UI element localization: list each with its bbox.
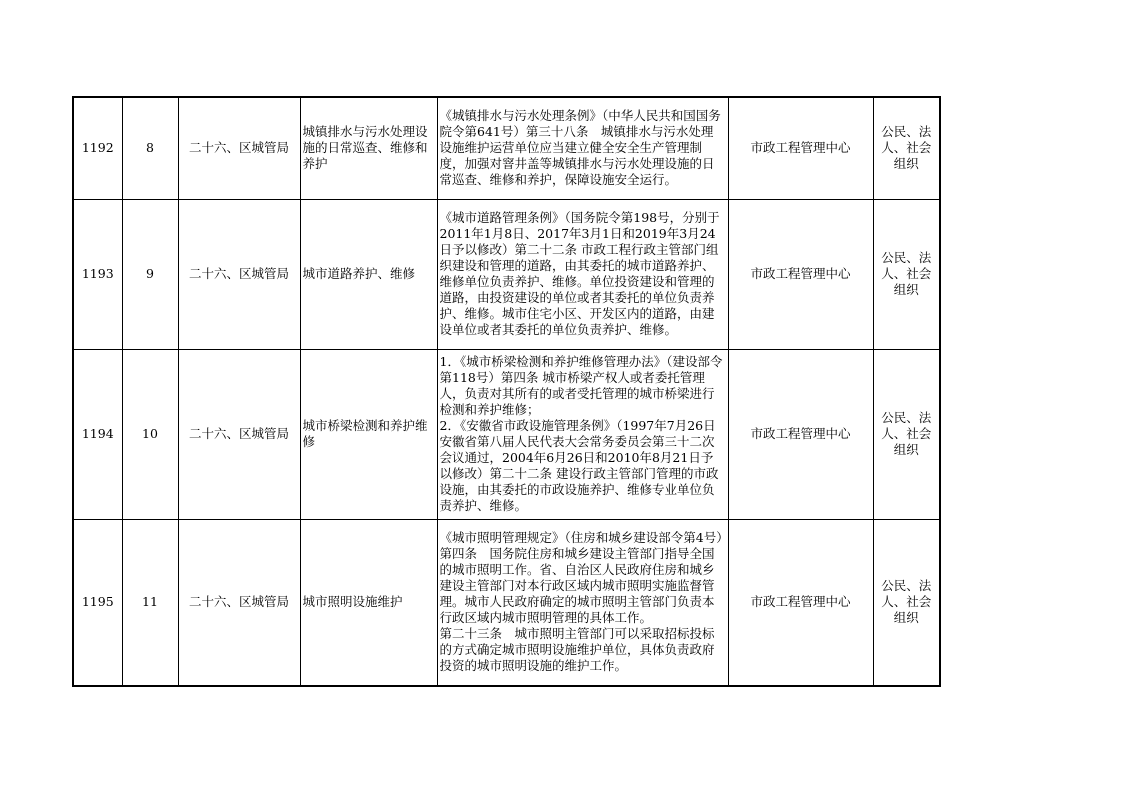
row-department-cell: 二十六、区城管局 [178,199,300,349]
legal-basis-paragraph: 《城市道路管理条例》（国务院令第198号，分别于2011年1月8日、2017年3月1日和2019年3月24日予以修改）第二十二条 市政工程行政主管部门组织建设和管理的道路，由其委托的城市道路养护、维修单位负责养护、维修。单位投资建设和管理的道路，由投资建设的单位或者其委托的单位负责养护、维修。城市住宅小区、开发区内的道路，由建设单位或者其委托的单位负责养护、维修。 [439,210,720,337]
row-department-cell: 二十六、区城管局 [178,349,300,519]
table-row [73,199,940,349]
row-seq-cell: 8 [122,97,178,199]
row-id-cell: 1194 [73,349,122,519]
row-legal-basis-cell [437,349,728,519]
table-row [73,97,940,199]
row-implementing-unit-cell: 市政工程管理中心 [728,199,873,349]
row-implementing-unit-cell: 市政工程管理中心 [728,97,873,199]
row-seq-cell: 11 [122,519,178,686]
row-item-name-cell: 城市道路养护、维修 [300,199,437,349]
row-implementing-unit-cell: 市政工程管理中心 [728,349,873,519]
admin-items-table [72,96,941,687]
table-body [73,97,940,686]
row-department-cell: 二十六、区城管局 [178,97,300,199]
row-seq-cell: 9 [122,199,178,349]
row-service-target-cell: 公民、法人、社会组织 [873,349,940,519]
row-id-cell: 1195 [73,519,122,686]
row-legal-basis-cell [437,97,728,199]
row-department-cell: 二十六、区城管局 [178,519,300,686]
row-item-name-cell: 城市桥梁检测和养护维修 [300,349,437,519]
row-service-target-cell: 公民、法人、社会组织 [873,199,940,349]
row-implementing-unit-cell: 市政工程管理中心 [728,519,873,686]
row-item-name-cell: 城镇排水与污水处理设施的日常巡查、维修和养护 [300,97,437,199]
row-service-target-cell: 公民、法人、社会组织 [873,519,940,686]
table-row [73,519,940,686]
row-service-target-cell: 公民、法人、社会组织 [873,97,940,199]
legal-basis-paragraph: 2．《安徽省市政设施管理条例》（1997年7月26日安徽省第八届人民代表大会常务委员会第三十二次会议通过，2004年6月26日和2010年8月21日予以修改）第二十二条 建设行政主管部门管理的市政设施，由其委托的市政设施养护、维修专业单位负责养护、维修。 [439,418,719,513]
legal-basis-paragraph: 1．《城市桥梁检测和养护维修管理办法》（建设部令第118号）第四条 城市桥梁产权人或者委托管理人，负责对其所有的或者受托管理的城市桥梁进行检测和养护维修； [439,354,723,417]
legal-basis-paragraph: 《城镇排水与污水处理条例》（中华人民共和国国务院令第641号）第三十八条 城镇排水与污水处理设施维护运营单位应当建立健全安全生产管理制度，加强对窨井盖等城镇排水与污水处理设施的日常巡查、维修和养护，保障设施安全运行。 [439,108,721,188]
table-row [73,349,940,519]
row-id-cell: 1193 [73,199,122,349]
row-seq-cell: 10 [122,349,178,519]
legal-basis-paragraph: 第二十三条 城市照明主管部门可以采取招标投标的方式确定城市照明设施维护单位，具体负责政府投资的城市照明设施的维护工作。 [439,626,715,674]
legal-basis-paragraph: 《城市照明管理规定》（住房和城乡建设部令第4号）第四条 国务院住房和城乡建设主管部门指导全国的城市照明工作。省、自治区人民政府住房和城乡建设主管部门对本行政区域内城市照明实施监督管理。城市人民政府确定的城市照明主管部门负责本行政区域内城市照明管理的具体工作。 [439,530,723,626]
row-legal-basis-cell [437,199,728,349]
row-id-cell: 1192 [73,97,122,199]
row-item-name-cell: 城市照明设施维护 [300,519,437,686]
row-legal-basis-cell [437,519,728,686]
